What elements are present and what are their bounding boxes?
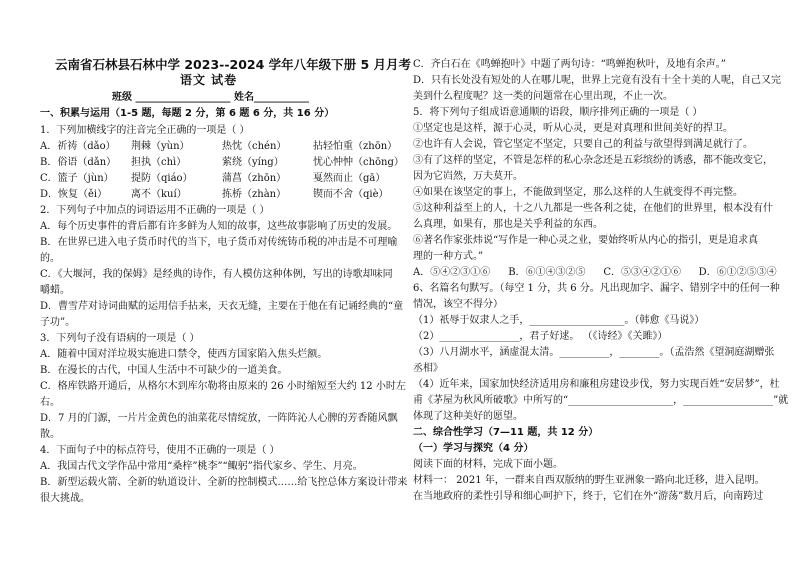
q1-cell: 荆棘（yùn） <box>131 141 190 152</box>
q6-line: （4）近年来，国家加快经济适用房和廉租房建设步伐，努力实现百姓“安居梦”，杜 <box>413 379 780 390</box>
q1-cell: 担执（chì） <box>131 157 187 168</box>
q1-stem: 1．下列加横线字的注音完全正确的一项是（ ） <box>40 125 250 136</box>
q1-cell: 锲而不舍（qiè） <box>313 189 389 200</box>
q2-line: C．《大堰河，我的保姆》是经典的诗作，有人模仿这种体例，写出的诗歌却味同 <box>40 269 393 280</box>
q6-line: （2）________________，君子好逑。 （《诗经》《关雎》） <box>413 331 668 342</box>
q3-line: 散。 <box>40 429 60 440</box>
q6-stem: 6、名篇名句默写。（每空 1 分，共 6 分。凡出现加字、漏字、错别字中的任何一种 <box>413 283 780 294</box>
q6-line: （3）八月湖水平，涵虚混太清。__________，________。（孟浩然《望洞庭湖赠张 <box>413 347 775 358</box>
material-line: 材料一： 2021 年，一群来自西双版纳的野生亚洲象一路向北迁移，进入昆明。 <box>413 475 765 486</box>
q5-options <box>413 266 791 279</box>
q5-line: 么真理，如果有，那也是关乎利益的东西。 <box>413 219 603 230</box>
q5-line: ⑥著名作家张炜说“写作是一种心灵之业，要始终听从内心的指引，更是追求真 <box>413 235 759 246</box>
q5-line: 理的一种方式。” <box>413 251 484 262</box>
q5-line: ⑤这种利益至上的人，十之八九都是一些各利之徒，在他们的世界里，根本没有什 <box>413 203 773 214</box>
subsection-heading: （一）学习与探究（4 分） <box>413 443 534 454</box>
q3-line: 右。 <box>40 397 60 408</box>
exam-subtitle: 语文 试卷 <box>180 73 238 87</box>
q4-line: A．我国古代文学作品中常用“桑梓”桃李”“鲰躬”指代家乡、学生、月亮。 <box>40 461 363 472</box>
q3-line: B．在漫长的古代，中国人生活中不可缺少的一道美食。 <box>40 365 288 376</box>
q1-cell: 提防（qiáo） <box>131 173 193 184</box>
q4-cont-line: C．齐白石在《鸣蝉抱叶》中题了两句诗：“鸣蝉抱秋叶，及地有余声。” <box>413 59 726 70</box>
q1-cell: 蒲菖（zhōn） <box>222 173 287 184</box>
section-1-heading: 一、积累与运用（1-5 题，每题 2 分，第 6 题 6 分，共 16 分） <box>40 108 335 119</box>
q5-line: ③有了这样的坚定，不管是怎样的私心杂念还是五彩缤纷的诱惑，都不能改变它， <box>413 155 773 166</box>
q3-line: A．随着中国对洋垃圾实施进口禁令，使西方国家陷入焦头烂额。 <box>40 349 328 360</box>
q5-line: 因为它岿然，万夫莫开。 <box>413 171 523 182</box>
q6-line: 体现了这种美好的愿望。 <box>413 411 523 422</box>
q4-line: 很大挑战。 <box>40 493 90 504</box>
q1-option-row-b <box>40 156 404 169</box>
q1-cell: 拈轻怕重（zhōn） <box>313 141 398 152</box>
q4-stem: 4．下面句子中的标点符号，使用不正确的一项是（ ） <box>40 445 280 456</box>
q3-line: C．格库铁路开通后，从格尔木到库尔勒将由原来的 26 小时缩短至大约 12 小时左 <box>40 381 406 392</box>
q6-line: （1）祇辱于奴隶人之手，___________________。（韩愈《马说》） <box>413 315 705 326</box>
q5-option: C．⑤③④②①⑥ <box>603 267 682 278</box>
q2-line: 的。 <box>40 253 60 264</box>
q5-line: ①坚定也是这样，源于心灵，听从心灵，更是对真理和世间美好的捍卫。 <box>413 123 733 134</box>
q1-cell: 萦绕（yíng） <box>222 157 284 168</box>
exam-title: 云南省石林县石林中学 2023--2024 学年八年级下册 5 月月考 <box>55 57 412 72</box>
q5-option: D．⑥①②⑤③④ <box>698 267 777 278</box>
q1-cell: 拣桥（zhàn） <box>222 189 287 200</box>
q1-cell: B．俗语（dǎn） <box>40 157 117 168</box>
q1-option-row-d <box>40 188 404 201</box>
reading-instruction: 阅读下面的材料，完成下面小题。 <box>413 459 563 470</box>
q3-line: D．7 月的门源，一片片金黄色的油菜花尽情绽放，一阵阵沁人心脾的芳香随风飘 <box>40 413 398 424</box>
section-2-heading: 二、综合性学习（7—11 题，共 12 分） <box>413 427 599 438</box>
class-name-line: 班级 ___________________ 姓名___________ <box>112 92 309 103</box>
q5-line: ②也许有人会说，管它坚定不坚定，只要自己的利益与欲望得到满足就行了。 <box>413 139 753 150</box>
q4-cont-line: 美到什么程度呢？这一类的问题常在心里出现，不止一次。 <box>413 91 673 102</box>
q2-line: B．在世界已进入电子货币时代的当下，电子货币对传统铸币税的冲击是不可理喻 <box>40 237 398 248</box>
q2-line: 嚼蜡。 <box>40 285 70 296</box>
q1-option-row-c <box>40 172 404 185</box>
q6-line: 丞相》 <box>413 363 443 374</box>
q2-line: D．曹雪芹对诗词曲赋的运用信手拈来，天衣无缝，主要在于他在有记诵经典的“童 <box>40 301 404 312</box>
q4-line: B．新型运载火箭、全新的轨道设计、全新的控制模式……给飞控总体方案设计带来 <box>40 477 408 488</box>
q4-cont-line: D．只有长处没有短处的人在哪儿呢，世界上完竟有没有十全十美的人呢，自己又完 <box>413 75 782 86</box>
q1-cell: 热忱（chén） <box>222 141 287 152</box>
q1-cell: A．祈祷（dǎo） <box>40 141 116 152</box>
q1-cell: D．恢复（ěi） <box>40 189 108 200</box>
q1-option-row-a <box>40 140 404 153</box>
q1-cell: C．篮子（jùn） <box>40 173 114 184</box>
q1-cell: 戛然而止（gā） <box>313 173 386 184</box>
q6-line: 甫《茅屋为秋风所破歌》中所写的“_____________________，__________________”就 <box>413 395 789 406</box>
q5-option: A．⑤④②③①⑥ <box>413 267 491 278</box>
q5-line: ④如果在该坚定的事上，不能做到坚定，那么这样的人生就变得不再完整。 <box>413 187 743 198</box>
q5-option: B．⑥①④③②⑤ <box>508 267 586 278</box>
q2-stem: 2．下列句子中加点的词语运用不正确的一项是（ ） <box>40 205 270 216</box>
q2-line: 子功”。 <box>40 317 76 328</box>
q5-stem: 5．将下列句子组成语意通顺的语段，顺序排列正确的一项是（ ） <box>413 107 703 118</box>
q3-stem: 3．下列句子没有语病的一项是（ ） <box>40 333 200 344</box>
q1-cell: 忧心忡忡（chōng） <box>313 157 404 168</box>
material-line: 在当地政府的柔性引导和细心呵护下，终于，它们在外“游荡”数月后，向南跨过 <box>413 491 764 502</box>
q2-line: A．每个历史事件的背后都有许多鲜为人知的故事，这些故事影响了历史的发展。 <box>40 221 398 232</box>
q1-cell: 离不（kuí） <box>131 189 187 200</box>
q6-stem-2: 情况，该空不得分） <box>413 299 503 310</box>
